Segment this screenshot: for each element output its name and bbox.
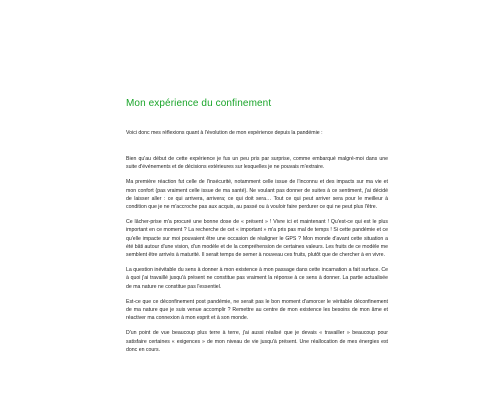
document-title: Mon expérience du confinement — [126, 98, 272, 109]
document-body — [126, 155, 388, 361]
paragraph: Ce lâcher-prise m'a procuré une bonne dose de « présent » ! Vivre ici et maintenant ! Qu'est-ce qui est le plus important en ce moment ? La recherche de cet « important » m'a pris pas mal de temps ! Si cette pandémie et ce qu'elle impacte sur moi pouvaient être une occasion de réaligner le GPS ? Mon monde d'avant cette situation a été bâti autour d'une vision, d'un modèle et de la compréhension de certaines valeurs. Les fruits de ce modèle me semblent être arrivés à maturité. Il serait temps de semer à nouveau ces fruits, plutôt que de chercher à en vivre. — [126, 219, 388, 259]
paragraph: La question inévitable du sens à donner à mon existence à mon passage dans cette incarnation a fait surface. Ce à quoi j'ai travaillé jusqu'à présent ne constitue pas vraiment la réponse à ce sens à donner. La partie actualisée de ma nature ne constitue pas l'essentiel. — [126, 267, 388, 290]
paragraph: Ma première réaction fut celle de l'insécurité, notamment celle issue de l'inconnu et des impacts sur ma vie et mon confort (pas vraiment celle issue de ma santé). Ne voulant pas donner de suites à ce sentiment, j'ai décidé de laisser aller : ce qui arrivera, arrivera; ce qui doit sera… Tout ce qui peut arriver sera pour le meilleur à condition que je ne m'accroche pas aux acquis, au passé ou à vouloir faire perdurer ce qui ne peut plus l'être. — [126, 179, 388, 211]
paragraph: Bien qu'au début de cette expérience je fus un peu pris par surprise, comme embarqué malgré-moi dans une suite d'événements et de décisions extérieures sur lesquelles je ne pouvais m'extraire. — [126, 156, 388, 171]
paragraph: Est-ce que ce déconfinement post pandémie, ne serait pas le bon moment d'amorcer le véritable déconfinement de ma nature que je suis venue accomplir ? Remettre au centre de mon existence les besoins de mon âme et réactiver ma connexion à mon esprit et à son monde. — [126, 298, 388, 322]
intro-text: Voici donc mes réflexions quant à l'évolution de mon expérience depuis la pandémie : — [126, 130, 323, 136]
paragraph: D'un point de vue beaucoup plus terre à terre, j'ai aussi réalisé que je devais « travailler » beaucoup pour satisfaire certaines « exigences » de mon niveau de vie jusqu'à présent. Une réallocation de mes énergies est donc en cours. — [126, 330, 388, 353]
